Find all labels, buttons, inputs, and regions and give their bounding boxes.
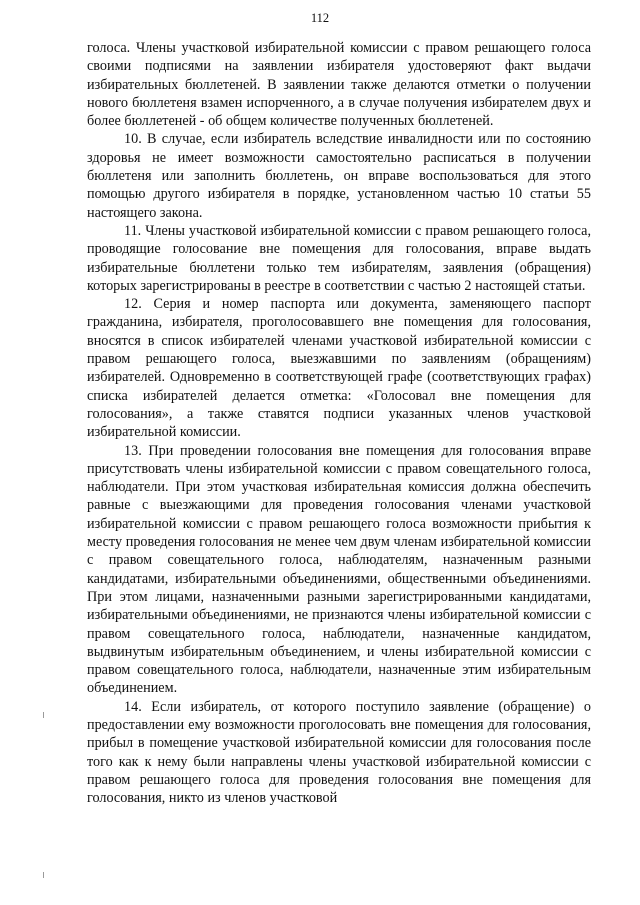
paragraph-continuation: голоса. Члены участковой избирательной комиссии с правом решающего голоса своими подписями на заявлении избирателя удостоверяют факт выдачи избирательных бюллетеней. В заявлении также делаются отметки о получении нового бюллетеня взамен испорченного, а в случае получения избирателем двух и более бюллетеней - об общем количестве полученных бюллетеней.: [87, 40, 591, 130]
page-number: 112: [310, 11, 330, 25]
paragraph-item-12: 12. Серия и номер паспорта или документа, заменяющего паспорт гражданина, избирателя, проголосовавшего вне помещения для голосования, вносятся в список избирателей членами участковой избирательной комиссии с правом решающего голоса, выезжавшими по заявлениям (обращениям) избирателей. Одновременно в соответствующей графе (соответствующих графах) списка избирателей делается отметка: «Голосовал вне помещения для голосования», а также ставятся подписи указанных членов участковой избирательной комиссии.: [87, 296, 591, 441]
paragraph-item-14: 14. Если избиратель, от которого поступило заявление (обращение) о предоставлении ему возможности проголосовать вне помещения для голосования, прибыл в помещение участковой избирательной комиссии для голосования после того как к нему были направлены члены участковой избирательной комиссии с правом решающего голоса для проведения голосования вне помещения для голосования, никто из членов участковой: [87, 698, 591, 807]
document-body: [87, 39, 591, 807]
paragraph-item-10: 10. В случае, если избиратель вследствие инвалидности или по состоянию здоровья не имеет возможности самостоятельно расписаться в получении бюллетеня или заполнить бюллетень, он вправе воспользоваться для этого помощью другого избирателя в порядке, установленном частью 10 статьи 55 настоящего закона.: [87, 131, 591, 221]
paragraph-item-13: 13. При проведении голосования вне помещения для голосования вправе присутствовать члены избирательной комиссии с правом совещательного голоса, наблюдатели. При этом участковая избирательная комиссия должна обеспечить равные с выезжающими для проведения голосования членами участковой избирательной комиссии с правом решающего голоса возможности прибытия к месту проведения голосования не менее чем двум членам избирательной комиссии с правом совещательного голоса, наблюдателям, назначенным разными кандидатами, избирательными объединениями, общественными объединениями. При этом лицами, назначенными разными зарегистрированными кандидатами, избирательными объединениями, не признаются члены избирательной комиссии с правом совещательного голоса, наблюдатели, назначенные кандидатом, выдвинутым избирательным объединением, и члены избирательной комиссии с правом совещательного голоса, наблюдатели, назначенные этим избирательным объединением.: [87, 442, 591, 697]
scan-margin-mark-top: [43, 712, 44, 718]
paragraph-item-11: 11. Члены участковой избирательной комиссии с правом решающего голоса, проводящие голосование вне помещения для голосования, вправе выдать избирательные бюллетени только тем избирателям, заявления (обращения) которых зарегистрированы в реестре в соответствии с частью 2 настоящей статьи.: [87, 222, 591, 294]
scan-margin-mark-bottom: [43, 872, 44, 878]
